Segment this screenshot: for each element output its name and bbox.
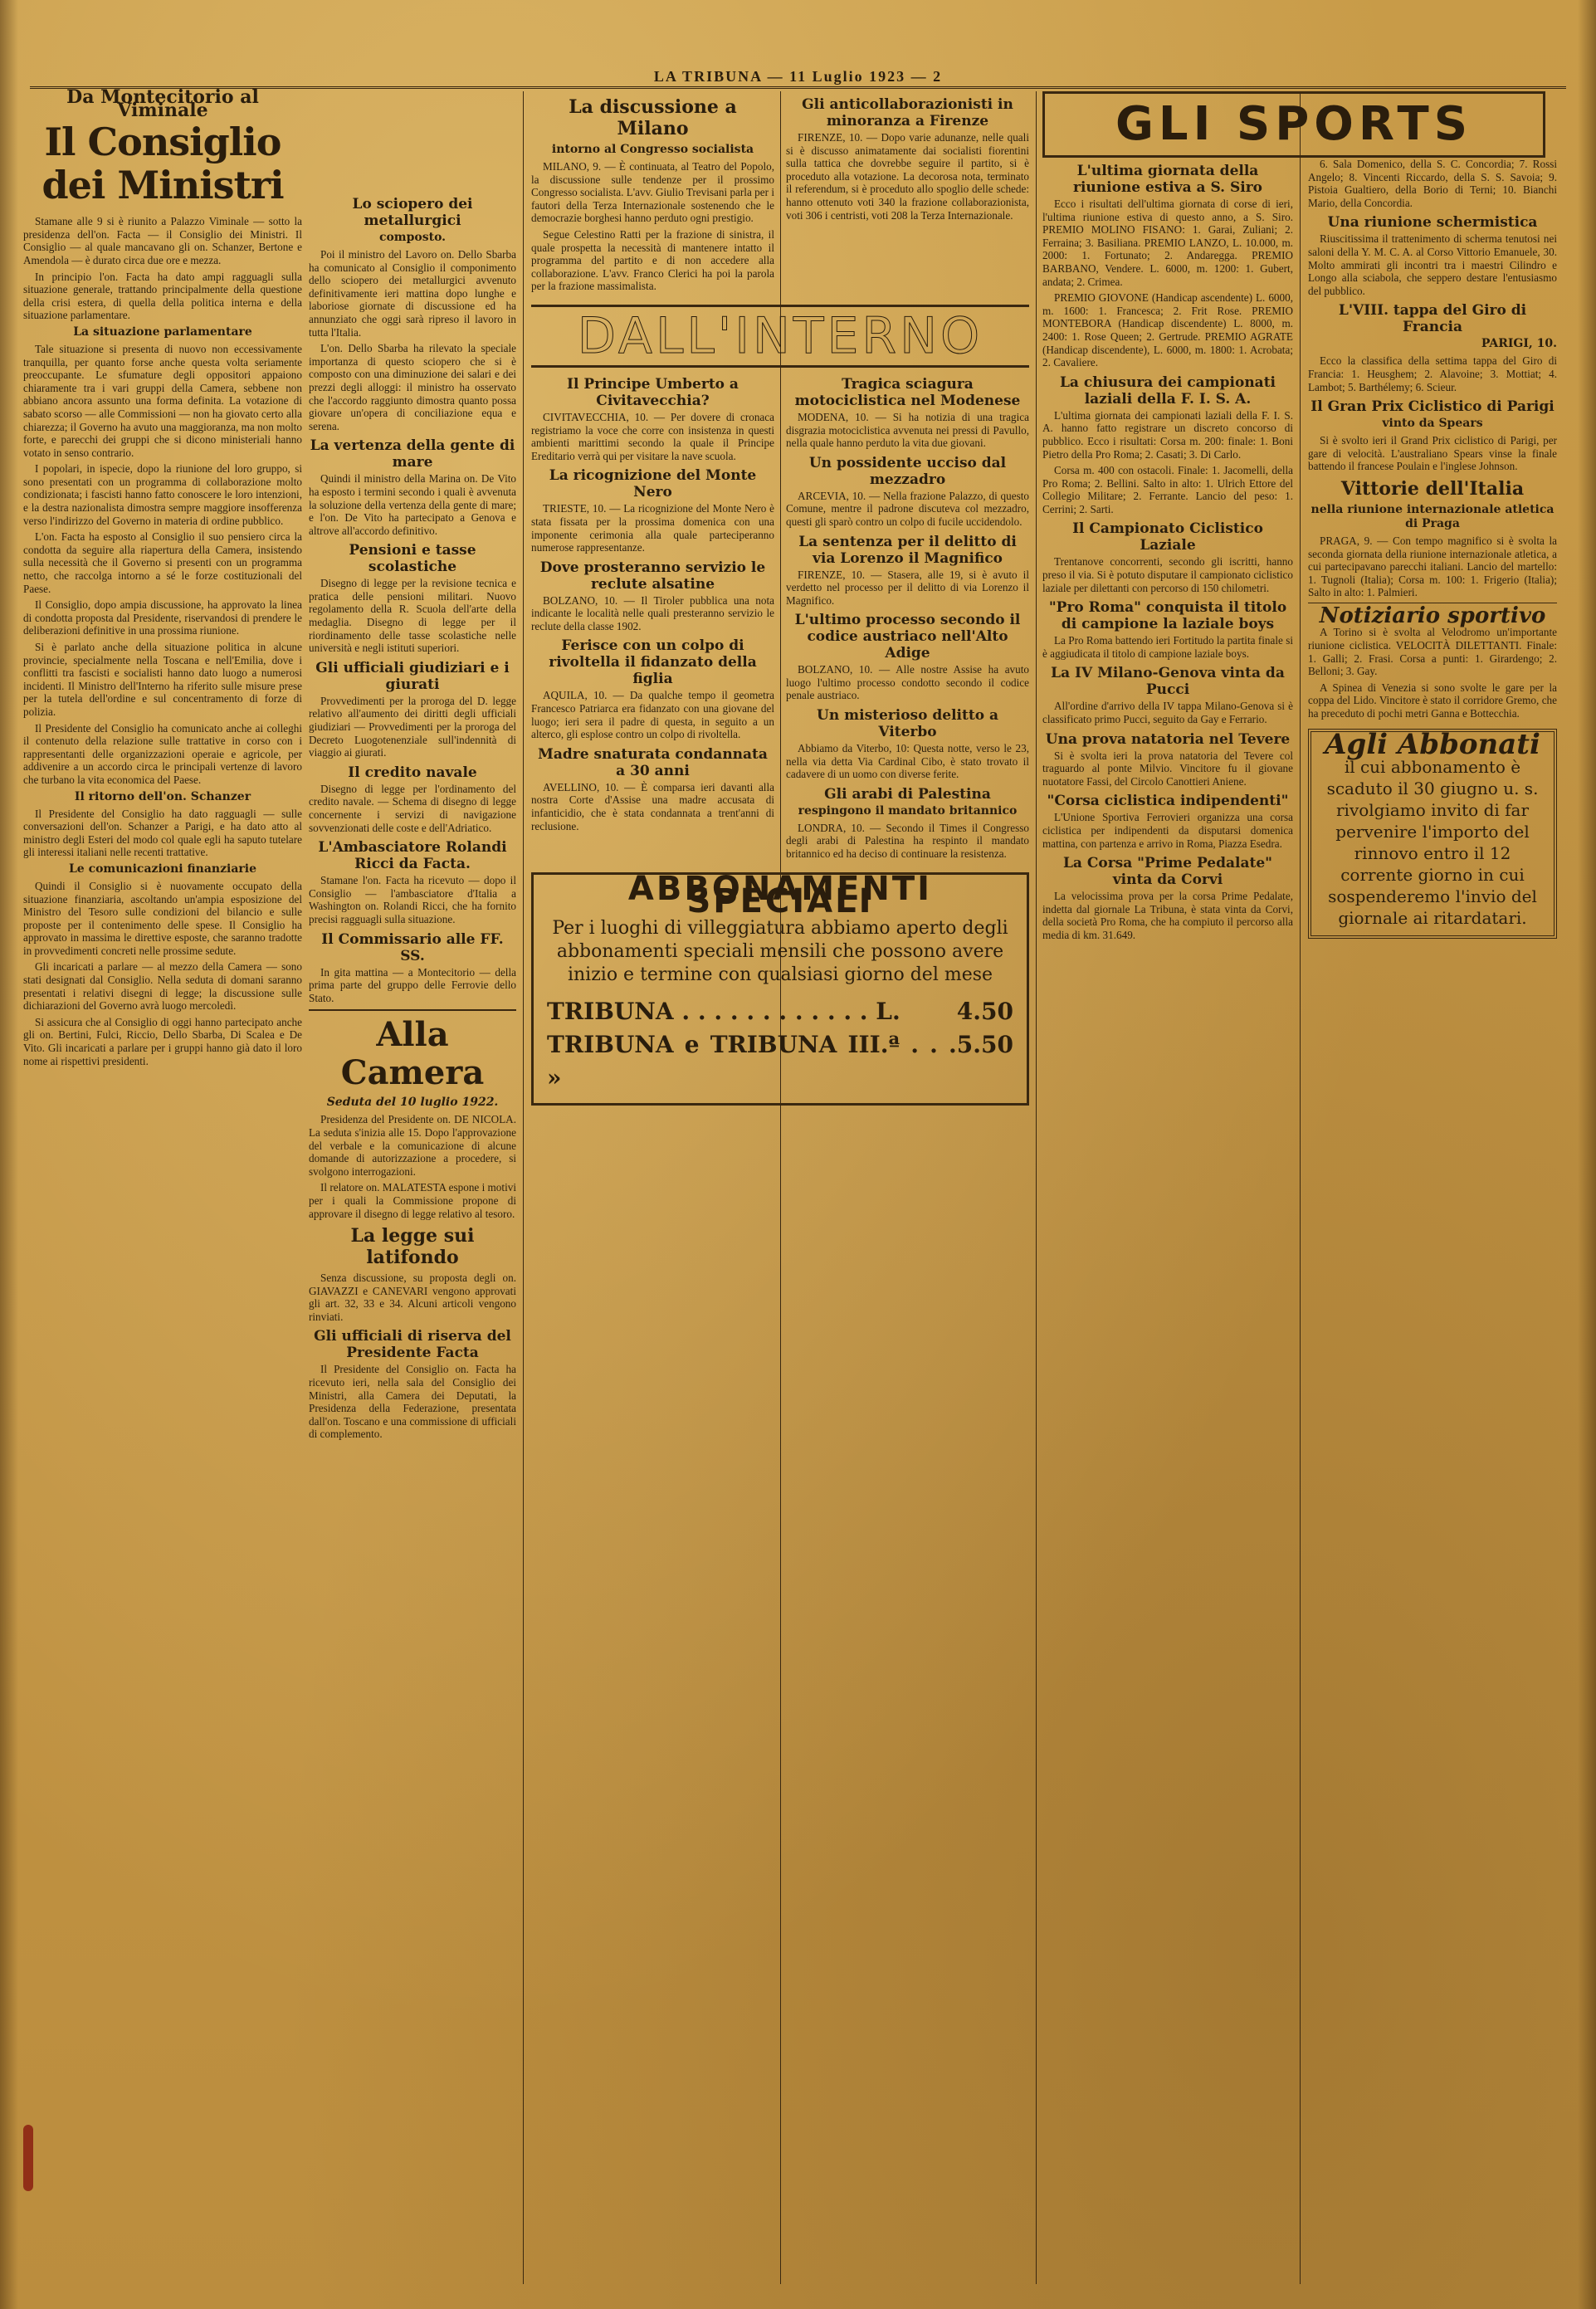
left-page-edge xyxy=(0,0,18,2309)
paragraph: L'on. Dello Sbarba ha rilevato la speciale importanza di questo sciopero che si è composto con una diminuzione dei salari e dei prezzi degli alloggi: il ministro ha osservato che l'accordo raggiunto dimostra quanto possa giovare un'opera di conciliazione equa e serena. xyxy=(309,342,516,432)
subheading: Seduta del 10 luglio 1922. xyxy=(326,1096,499,1110)
ad-body: Per i luoghi di villeggiatura abbiamo aperto degli abbonamenti speciali mensili che possono avere inizio e termine con qualsiasi giorno del mese xyxy=(552,917,1008,985)
paragraph: MILANO, 9. — È continuata, al Teatro del Popolo, la discussione sulle tendenze per il prossimo Congresso socialista. L'avv. Giulio Trevisani parla per i fautori della Terza Internazionale sostenendo che le democrazie borghesi hanno perduto ogni prestigio. xyxy=(531,160,774,225)
headline: "Corsa ciclistica indipendenti" xyxy=(1047,793,1289,810)
headline: La chiusura dei campionati laziali della F. I. S. A. xyxy=(1059,373,1276,408)
article-kicker: Da Montecitorio al Viminale xyxy=(66,86,259,121)
masthead: LA TRIBUNA — 11 Luglio 1923 — 2 xyxy=(30,68,1566,89)
interno-left xyxy=(531,371,774,864)
paragraph: Disegno di legge per la revisione tecnica e pratica delle pensioni militari. Nuovo regolamento della R. Scuola dell'arte della medaglia. Disegno di legge per il riordinamento delle tasse scolastiche nelle università e negli istituti superiori. xyxy=(309,577,516,655)
ad-title: ABBONAMENTI SPECIALI xyxy=(627,869,933,921)
paragraph: Si è svolta ieri la prova natatoria del Tevere col traguardo al ponte Milvio. Vincitore fu il giovane nuotatore Fassi, del Circolo Canottieri Aniene. xyxy=(1042,749,1293,788)
paragraph: AVELLINO, 10. — È comparsa ieri davanti alla nostra Corte d'Assise una madre accusata di infanticidio, che è stata condannata a trent'anni di reclusione. xyxy=(531,780,774,832)
price-value: 4.50 xyxy=(956,997,1013,1025)
paragraph: MODENA, 10. — Si ha notizia di una tragica disgrazia motociclistica avvenuta nei pressi di Pavullo, nella quale hanno perduto la vita due giovani. xyxy=(786,410,1029,450)
headline: La ricognizione del Monte Nero xyxy=(549,467,757,501)
paragraph: In principio l'on. Facta ha dato ampi ragguagli sulla situazione generale, trattando principalmente della questione della crisi estera, di quella della politica interna e della situazione parlamentare. xyxy=(23,270,302,322)
paragraph: A Torino si è svolta al Velodromo un'importante riunione ciclistica. VELOCITÀ DILETTANTI. Finale: 1. Galli; 2. Frasi. Corsa a punti: 1. Girardengo; 2. Belloni; 3. Gay. xyxy=(1308,626,1557,678)
headline: L'ultimo processo secondo il codice austriaco nell'Alto Adige xyxy=(794,612,1021,662)
section-gli-sports: GLI SPORTS xyxy=(1042,91,1545,158)
headline-consiglio: Il Consiglio dei Ministri xyxy=(41,120,284,208)
headline: La legge sui latifondo xyxy=(350,1225,475,1269)
paragraph: CIVITAVECCHIA, 10. — Per dovere di cronaca registriamo la voce che corre con insistenza in questi ambienti marittimi secondo la quale il Principe Ereditario verrà qui per visitare la nave scuola. xyxy=(531,410,774,462)
paragraph: L'Unione Sportiva Ferrovieri organizza una corsa ciclistica per indipendenti da disputarsi domenica mattina, con partenza e arrivo in Roma, Piazza Esedra. xyxy=(1042,811,1293,850)
paragraph: Segue Celestino Ratti per la frazione di sinistra, il quale prospetta la necessità di mantenere intatto il programma del partito e di non accedere alla collaborazione. L'avv. Franco Clerici ha poi la parola per la frazione massimalista. xyxy=(531,227,774,293)
paragraph: LONDRA, 10. — Secondo il Times il Congresso degli arabi di Palestina ha respinto il mandato britannico ed ha deciso di continuare la resistenza. xyxy=(786,821,1029,861)
subheading: composto. xyxy=(378,231,447,244)
column-rule xyxy=(1036,91,1037,2284)
paragraph: In gita mattina — a Montecitorio — della prima parte del gruppo delle Ferrovie dello Stato. xyxy=(309,965,516,1004)
price-row xyxy=(547,1028,1013,1095)
headline: La Corsa "Prime Pedalate" vinta da Corvi xyxy=(1062,855,1273,889)
headline: La vertenza della gente di mare xyxy=(310,437,515,471)
headline: Un misterioso delitto a Viterbo xyxy=(817,707,998,741)
paragraph: AQUILA, 10. — Da qualche tempo il geometra Francesco Patriarca era fidanzato con una giovane del luogo; ieri sera il padre di questa, in seguito a un alterco, gli esplose contro un colpo di rivoltella. xyxy=(531,689,774,741)
paragraph: L'on. Facta ha esposto al Consiglio il suo pensiero circa la condotta da seguire alla riapertura della Camera, insistendo sulla necessità che il Governo si presenti con un programma netto, che raccolga intorno a sé le forze costituzionali del Paese. xyxy=(23,530,302,595)
paragraph: I popolari, in ispecie, dopo la riunione del loro gruppo, si sono presentati con un programma di collaborazione molto condizionata; i fascisti hanno fatto conoscere le loro intenzioni, e la destra nazionalista dimostra sempre maggiore insofferenza verso l'indirizzo del Governo in materia di ordine pubblico. xyxy=(23,462,302,527)
headline: Tragica sciagura motociclistica nel Modenese xyxy=(794,375,1021,409)
headline: La IV Milano-Genova vinta da Pucci xyxy=(1051,665,1285,699)
paragraph: Il Presidente del Consiglio on. Facta ha ricevuto ieri, nella sala del Consiglio dei Ministri, alla Camera dei Deputati, la Presidenza della Federazione, presentata dall'on. Toscano e una commissione di ufficiali di complemento. xyxy=(309,1363,516,1441)
paragraph: Si è svolto ieri il Grand Prix ciclistico di Parigi, per gare di velocità. L'australiano Spears vinse la finale battendo il francese Poulain e l'inglese Johnson. xyxy=(1308,434,1557,473)
section-dall-interno: DALL'INTERNO xyxy=(531,305,1029,368)
paragraph: Si assicura che al Consiglio di oggi hanno partecipato anche gli on. Bertini, Fulci, Riccio, Dello Sbarba, Di Scalea e De Vito. Gli incaricati a parlare per i gruppi hanno già dato il loro nome ai rispettivi presidenti. xyxy=(23,1015,302,1067)
paragraph: FIRENZE, 10. — Stasera, alle 19, si è avuto il verdetto nel processo per il delitto di via Lorenzo il Magnifico. xyxy=(786,568,1029,607)
paragraph: Il Presidente del Consiglio ha comunicato anche ai colleghi il contenuto della relazione sulle trattative in corso con i rappresentanti delle organizzazioni operaie e agricole, per addivenire a un accordo circa le principali vertenze di lavoro che turbano la vita economica del Paese. xyxy=(23,721,302,786)
headline: Dove prosteranno servizio le reclute alsatine xyxy=(539,559,766,593)
box-body: il cui abbonamento è scaduto il 30 giugno u. s. rivolgiamo invito di far pervenire l'importo del rinnovo entro il 12 corrente giorno in cui sospenderemo l'invio del giornale ai ritardatari. xyxy=(1326,757,1539,929)
paragraph: Stamane alle 9 si è riunito a Palazzo Viminale — sotto la presidenza dell'on. Facta — il Consiglio dei Ministri. Il Consiglio — al quale mancavano gli on. Schanzer, Bertone e Amendola — è durato circa due ore e mezza. xyxy=(23,215,302,266)
headline: "Pro Roma" conquista il titolo di campione la laziale boys xyxy=(1048,599,1287,633)
headline: La sentenza per il delitto di via Lorenzo il Magnifico xyxy=(798,533,1017,567)
subheading: vinto da Spears xyxy=(1382,417,1483,431)
paragraph: Gli incaricati a parlare — al mezzo della Camera — sono stati designati dal Consiglio. Nella seduta di domani saranno presentati i relativi disegni di legge; la discussione sulle dichiarazioni del Governo avrà luogo mercoledì. xyxy=(23,960,302,1013)
red-mark xyxy=(23,2125,33,2191)
headline: La discussione a Milano xyxy=(569,96,737,139)
column-3 xyxy=(531,91,1029,2286)
headline: Vittorie dell'Italia xyxy=(1340,477,1525,500)
headline: Gli ufficiali di riserva del Presidente Facta xyxy=(314,1328,511,1362)
headline: Madre snaturata condannata a 30 anni xyxy=(538,745,768,779)
box-title: Agli Abbonati xyxy=(1325,727,1540,761)
headline-alla-camera: Alla Camera xyxy=(340,1015,485,1093)
dateline: PARIGI, 10. xyxy=(1481,337,1557,351)
headline: Una riunione schermistica xyxy=(1327,214,1538,232)
headline: Il Gran Prix Ciclistico di Parigi xyxy=(1310,398,1555,416)
paragraph: All'ordine d'arrivo della IV tappa Milano-Genova si è classificato primo Pucci, seguito da Gay e Ferrario. xyxy=(1042,700,1293,726)
paragraph: Quindi il ministro della Marina on. De Vito ha esposto i termini secondo i quali è avvenuta la soluzione della vertenza della gente di mare; e l'on. De Vito ha partecipato a Genova e altrove all'accordo definitivo. xyxy=(309,472,516,537)
subheading: Il ritorno dell'on. Schanzer xyxy=(74,789,251,803)
price-label: TRIBUNA e TRIBUNA III.ª . . . » xyxy=(547,1030,957,1091)
abbonamenti-ad xyxy=(531,869,1029,1106)
paragraph: Abbiamo da Viterbo, 10: Questa notte, verso le 23, nella via detta Via Cardinal Cibo, è stato trovato il cadavere di un uomo con diverse ferite. xyxy=(786,742,1029,781)
article-firenze xyxy=(786,91,1029,296)
headline: Un possidente ucciso dal mezzadro xyxy=(808,454,1007,488)
paragraph: PREMIO GIOVONE (Handicap ascendente) L. 6000, m. 1600: 1. Francesca; 2. Frit Rose. PREMIO MONTEBORA (Handicap discendente) L. 8000, m. 2400: 1. Rose Queen; 2. Gertrude. PREMIO AGRATE (Handicap discendente), L. 6000, m. 1800: 1. Acrobata; 2. Cavaliere. xyxy=(1042,291,1293,369)
article-milano xyxy=(531,91,774,296)
paragraph: Senza discussione, su proposta degli on. GIAVAZZI e CANEVARI vengono approvati gli art. 32, 33 e 34. Alcuni articoli vengono rinviati. xyxy=(309,1272,516,1323)
subheading: respingono il mandato britannico xyxy=(798,803,1018,818)
paragraph: Il Presidente del Consiglio ha dato ragguagli — sulle conversazioni dell'on. Schanzer a Parigi, e ha dato atto al ministro degli Esteri del modo col quale egli ha saputo tutelare gli interessi italiani nelle recenti trattative. xyxy=(23,807,302,859)
interno-right xyxy=(786,371,1029,864)
headline: Gli arabi di Palestina xyxy=(824,785,991,803)
subheading: nella riunione internazionale atletica di Praga xyxy=(1310,502,1555,530)
paragraph: La velocissima prova per la corsa Prime Pedalate, indetta dal giornale La Tribuna, è stata vinta da Corvi, della società Pro Roma, che ha compiuto il percorso alla media di km. 31.649. xyxy=(1042,890,1293,941)
headline: Il credito navale xyxy=(348,764,477,781)
paragraph: Disegno di legge per l'ordinamento del credito navale. — Schema di disegno di legge concernente i servizi di navigazione sovvenzionati delle coste e dell'Adriatico. xyxy=(309,782,516,834)
paragraph: Stamane l'on. Facta ha ricevuto — dopo il Consiglio — l'ambasciatore d'Italia a Washington on. Rolandi Ricci, che ha fornito precisi ragguagli sulla situazione. xyxy=(309,874,516,925)
headline: L'VIII. tappa del Giro di Francia xyxy=(1338,302,1527,336)
right-page-edge xyxy=(1578,0,1596,2309)
column-rule xyxy=(523,91,524,2284)
paragraph: L'ultima giornata dei campionati laziali della F. I. S. A. hanno fatto registrare un discreto concorso di pubblico. Ecco i risultati: Corsa m. 200: finale: 1. Boni Pietro della Pro Roma; 2. Casati; 3. Di Carlo. xyxy=(1042,408,1293,461)
section-notiziario-sportivo: Notiziario sportivo xyxy=(1319,603,1546,628)
paragraph: Poi il ministro del Lavoro on. Dello Sbarba ha comunicato al Consiglio il componimento dello sciopero dei metallurgici avvenuto definitivamente ieri mattina dopo lunghe e laboriose giornate di discussione ed ha annunziato che oggi sarà ripreso il lavoro in tutta l'Italia. xyxy=(309,248,516,339)
paragraph: TRIESTE, 10. — La ricognizione del Monte Nero è stata fissata per la prossima domenica con una imponente cerimonia alla quale parteciperanno numerose rappresentanze. xyxy=(531,502,774,554)
subheading: La situazione parlamentare xyxy=(73,325,252,339)
price-value: 5.50 xyxy=(956,1030,1013,1058)
column-rule xyxy=(1300,91,1301,2284)
paragraph: Corsa m. 400 con ostacoli. Finale: 1. Jacomelli, della Pro Roma; 2. Bellini. Salto in alto: 1. Ulrich Ettore del Collegio Militare; 2. Ferrante. Lancio del peso: 1. Cerrini; 2. Sarti. xyxy=(1042,464,1293,515)
agli-abbonati-box xyxy=(1308,729,1557,940)
headline: Il Commissario alle FF. SS. xyxy=(321,930,504,964)
paragraph: Riuscitissima il trattenimento di scherma tenutosi nei saloni della Y. M. C. A. al Corso Vittorio Emanuele, 30. Molto ammirati gli incontri tra i maestri Cilindro e Longo alla sciabola, che seppero destare l'entusiasmo del pubblico. xyxy=(1308,232,1557,297)
headline: L'Ambasciatore Rolandi Ricci da Facta. xyxy=(318,839,507,873)
paragraph: BOLZANO, 10. — Il Tiroler pubblica una nota indicante le località nelle quali presteranno servizio le reclute della classe 1902. xyxy=(531,593,774,632)
paragraph: PRAGA, 9. — Con tempo magnifico si è svolta la seconda giornata della riunione internazionale atletica, a cui partecipavano parecchi italiani. Lancio del martello: 1. Tugnoli (Italia); Corsa m. 100: 1. Frigerio (Italia); Salto in alto: 1. Palmieri. xyxy=(1308,534,1557,599)
headline: Lo sciopero dei metallurgici xyxy=(352,196,473,229)
headline: Una prova natatoria nel Tevere xyxy=(1045,730,1291,748)
paragraph: Il relatore on. MALATESTA espone i motivi per i quali la Commissione propone di approvare il disegno di legge relativo al tesoro. xyxy=(309,1181,516,1220)
paragraph: ARCEVIA, 10. — Nella frazione Palazzo, di questo Comune, mentre il padrone discuteva col mezzadro, questi gli sparò contro un colpo di fucile uccidendolo. xyxy=(786,489,1029,528)
paragraph: Ecco i risultati dell'ultima giornata di corse di ieri, l'ultima riunione estiva di questo anno, a S. Siro. PREMIO MOLINO FISANO: 1. Garai, Zuliani; 2. Ferraina; 3. Basiliana. PREMIO LANZO, L. 10.000, m. 2000: 1. Fortunato; 2. Andaregga. PREMIO BARBANO, Vendere. L. 6000, m. 1200: 1. Gubert, andata; 2. Crimea. xyxy=(1042,198,1293,288)
paragraph: Il Consiglio, dopo ampia discussione, ha approvato la linea di condotta proposta dal Presidente, riservandosi di prendere le deliberazioni definitive in una prossima riunione. xyxy=(23,598,302,637)
paragraph: Tale situazione si presenta di nuovo non eccessivamente tranquilla, per quanto forse anche questa volta seriamente preoccupante. Le sfumature degli oppositori appaiono chiaramente tra i vari gruppi della Camera, sebbene non abbiano ancora assunto una forma definita. La votazione di sabato scorso — alle Commissioni — non ha giovato certo alla chiarezza; il Governo ha avuto una maggioranza, ma non molto forte, e parecchi dei gruppi che si dicono ministeriali hanno votato in senso contrario. xyxy=(23,342,302,459)
price-row xyxy=(547,995,1013,1028)
subheading: intorno al Congresso socialista xyxy=(551,143,754,156)
headline: Pensioni e tasse scolastiche xyxy=(349,542,476,576)
paragraph: Presidenza del Presidente on. DE NICOLA. La seduta s'inizia alle 15. Dopo l'approvazione del verbale e la comunicazione di alcune domande di autorizzazione a procedere, si svolgono interrogazioni. xyxy=(309,1113,516,1178)
subheading: Le comunicazioni finanziarie xyxy=(68,862,257,876)
paragraph: Si è parlato anche della situazione politica in alcune provincie, specialmente nella Toscana e nell'Emilia, dove i conflitti tra fascisti e socialisti hanno dato luogo a numerosi incidenti. Il Ministro dell'Interno ha riferito sulle misure prese per la tutela dell'ordine e sul concentramento di forze di polizia. xyxy=(23,641,302,718)
paragraph: BOLZANO, 10. — Alle nostre Assise ha avuto luogo l'ultimo processo condotto secondo il codice penale austriaco. xyxy=(786,663,1029,702)
paragraph: Provvedimenti per la proroga del D. legge relativo all'aumento dei diritti degli ufficiali giudiziari — Provvedimenti per la proroga del Decreto Luogotenenziale sull'indennità di viaggio ai giurati. xyxy=(309,694,516,759)
paragraph: FIRENZE, 10. — Dopo varie adunanze, nelle quali si è discusso animatamente dai socialisti fiorentini sulla tattica che dovrebbe seguire il partito, si è proceduto alla votazione. La decorosa nota, terminato il referendum, si è proceduto allo spoglio delle schede: hanno ottenuto voti 340 la frazione collaborazionista, voti 306 i centristi, voti 208 la Terza Internazionale. xyxy=(786,131,1029,222)
headline: Il Campionato Ciclistico Laziale xyxy=(1072,520,1263,554)
column-5 xyxy=(1308,158,1557,2286)
paragraph: Quindi il Consiglio si è nuovamente occupato della situazione finanziaria, ascoltando un'ampia esposizione del Ministro del Tesoro sulle condizioni del bilancio e sulle proposte per il contenimento delle spese. Il Consiglio ha approvato in massima le direttive esposte, che saranno tradotte in provvedimenti concreti nelle prossime sedute. xyxy=(23,879,302,957)
headline: Il Principe Umberto a Civitavecchia? xyxy=(567,375,739,409)
paragraph: Trentanove concorrenti, secondo gli iscritti, hanno preso il via. Si è potuto disputare il campionato ciclistico laziale per dilettanti con percorso di 150 chilometri. xyxy=(1042,555,1293,594)
headline: L'ultima giornata della riunione estiva a S. Siro xyxy=(1072,163,1262,196)
paragraph: Ecco la classifica della settima tappa del Giro di Francia: 1. Heusghem; 2. Alavoine; 3. Mottiat; 4. Lambot; 5. Barthélemy; 6. Scieur. xyxy=(1308,354,1557,393)
paragraph: La Pro Roma battendo ieri Fortitudo la partita finale si è aggiudicata il titolo di campione laziale boys. xyxy=(1042,634,1293,660)
price-label: TRIBUNA . . . . . . . . . . . . L. xyxy=(547,997,900,1025)
headline: Gli ufficiali giudiziari e i giurati xyxy=(315,659,510,693)
column-1 xyxy=(23,86,302,2286)
paragraph: 6. Sala Domenico, della S. C. Concordia; 7. Rossi Angelo; 8. Vincenti Riccardo, della S. S. Savoia; 9. Pistoia Gualtiero, della Borio di Terni; 10. Bianchi Mario, della Concordia. xyxy=(1308,158,1557,209)
headline: Ferisce con un colpo di rivoltella il fidanzato della figlia xyxy=(549,637,757,688)
headline: Gli anticollaborazionisti in minoranza a Firenze xyxy=(802,96,1013,129)
paragraph: A Spinea di Venezia si sono svolte le gare per la coppa del Lido. Vincitore è stato il corridore Gremo, che ha preceduto di pochi metri Ganna e Bottecchia. xyxy=(1308,681,1557,720)
column-2 xyxy=(309,91,516,2286)
